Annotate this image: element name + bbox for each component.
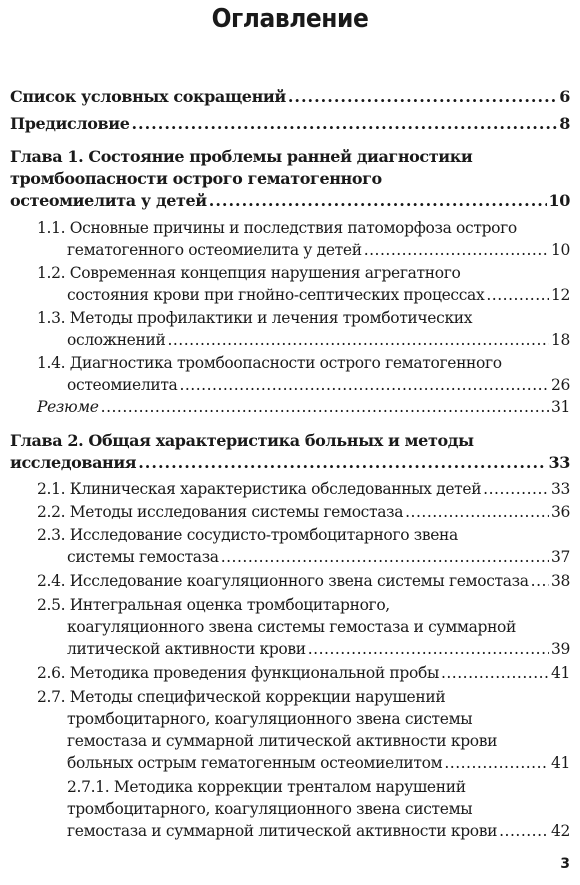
toc-entry-title: гемостаза и суммарной литической активности крови [67,732,498,750]
toc-entry[interactable] [67,640,580,658]
toc-entry-page: 41 [550,664,570,682]
toc-subentry-line [67,732,580,750]
toc-entry-title: состояния крови при гнойно-септических процессах [67,286,485,304]
toc-entry-page: 6 [559,87,570,106]
toc-entry-title: 2.3. Исследование сосудисто-тромбоцитарного звена [37,526,458,544]
toc-entry-page: 26 [550,376,570,394]
toc-entry-page: 12 [550,286,570,304]
toc-entry-title: Глава 2. Общая характеристика больных и методы [10,431,474,450]
toc-entry-page: 10 [550,241,570,259]
toc-entry[interactable] [37,398,580,416]
dot-leader [441,664,549,682]
toc-entry[interactable] [67,548,580,566]
toc-chapter-line [10,147,580,166]
toc-entry-title: литической активности крови [67,640,306,658]
toc-entry[interactable] [67,822,580,840]
toc-entry-title: гемостаза и суммарной литической активности крови [67,822,498,840]
toc-entry[interactable] [37,572,580,590]
toc-entry[interactable] [37,503,580,521]
toc-entry[interactable] [67,754,580,772]
toc-entry-page: 39 [550,640,570,658]
dot-leader [444,754,549,772]
toc-entry[interactable] [67,241,580,259]
dot-leader [288,87,557,106]
toc-entry[interactable] [37,480,580,498]
dot-leader [138,453,546,472]
toc-entry-page: 31 [550,398,570,416]
dot-leader [405,503,549,521]
dot-leader [179,376,549,394]
toc-entry-page: 38 [550,572,570,590]
dot-leader [167,331,549,349]
toc-entry-title: остеомиелита [67,376,178,394]
toc-entry[interactable] [67,331,580,349]
toc-entry-page: 41 [550,754,570,772]
dot-leader [483,480,549,498]
toc-entry-title: 1.2. Современная концепция нарушения агрегатного [37,264,461,282]
toc-subentry-line [67,710,580,728]
dot-leader [101,398,549,416]
toc-entry-title: больных острым гематогенным остеомиелитом [67,754,443,772]
toc-entry-title: Резюме [37,398,99,416]
toc-entry-page: 36 [550,503,570,521]
dot-leader [486,286,549,304]
toc-subentry-line [37,219,580,237]
toc-entry[interactable] [37,664,580,682]
toc-subentry-line [37,264,580,282]
toc-entry-page: 42 [550,822,570,840]
toc-entry-title: 2.7. Методы специфической коррекции нарушений [37,688,446,706]
toc-entry-page: 18 [550,331,570,349]
toc-entry-title: Глава 1. Состояние проблемы ранней диагностики [10,147,473,166]
toc-subentry-line [67,778,580,796]
toc-entry-title: 1.3. Методы профилактики и лечения тромботических [37,309,473,327]
toc-entry-title: гематогенного остеомиелита у детей [67,241,362,259]
dot-leader [499,822,549,840]
toc-entry-title: 1.4. Диагностика тромбоопасности острого гематогенного [37,354,502,372]
toc-entry-title: коагуляционного звена системы гемостаза и суммарной [67,618,517,636]
toc-entry[interactable] [10,191,580,210]
toc-subentry-line [37,309,580,327]
toc-subentry-line [37,526,580,544]
toc-entry[interactable] [10,114,580,133]
toc-entry-title: 2.7.1. Методика коррекции тренталом нарушений [67,778,466,796]
toc-entry-title: 1.1. Основные причины и последствия патоморфоза острого [37,219,517,237]
toc-entry-page: 8 [559,114,570,133]
toc-chapter-line [10,431,580,450]
toc-entry-page: 37 [550,548,570,566]
toc-entry-title: 2.5. Интегральная оценка тромбоцитарного, [37,596,390,614]
dot-leader [364,241,549,259]
toc-entry-title: Список условных сокращений [10,87,286,106]
dot-leader [131,114,557,133]
toc-entry-title: тромбоцитарного, коагуляционного звена системы [67,710,473,728]
toc-entry-title: остеомиелита у детей [10,191,207,210]
toc-subentry-line [37,354,580,372]
page-title: Оглавление [211,4,369,34]
toc-subentry-line [37,688,580,706]
toc-entry-title: исследования [10,453,137,472]
dot-leader [308,640,549,658]
toc-entry[interactable] [10,453,580,472]
toc-entry-title: тромбоопасности острого гематогенного [10,169,382,188]
toc-entry-title: 2.4. Исследование коагуляционного звена системы гемостаза [37,572,529,590]
toc-entry-title: осложнений [67,331,166,349]
toc-entry-page: 33 [550,480,570,498]
toc-entry[interactable] [10,87,580,106]
toc-subentry-line [37,596,580,614]
dot-leader [221,548,549,566]
toc-entry-title: тромбоцитарного, коагуляционного звена системы [67,800,473,818]
toc-subentry-line [67,618,580,636]
toc-entry-title: Предисловие [10,114,130,133]
toc-entry-title: системы гемостаза [67,548,219,566]
toc-entry[interactable] [67,376,580,394]
toc-entry[interactable] [67,286,580,304]
dot-leader [209,191,547,210]
toc-entry-page: 10 [548,191,570,210]
toc-entry-title: 2.6. Методика проведения функциональной пробы [37,664,439,682]
page-number: 3 [560,856,570,872]
toc-entry-page: 33 [548,453,570,472]
toc-entry-title: 2.2. Методы исследования системы гемостаза [37,503,404,521]
dot-leader [531,572,549,590]
toc-chapter-line [10,169,580,188]
toc-entry-title: 2.1. Клиническая характеристика обследованных детей [37,480,482,498]
toc-subentry-line [67,800,580,818]
